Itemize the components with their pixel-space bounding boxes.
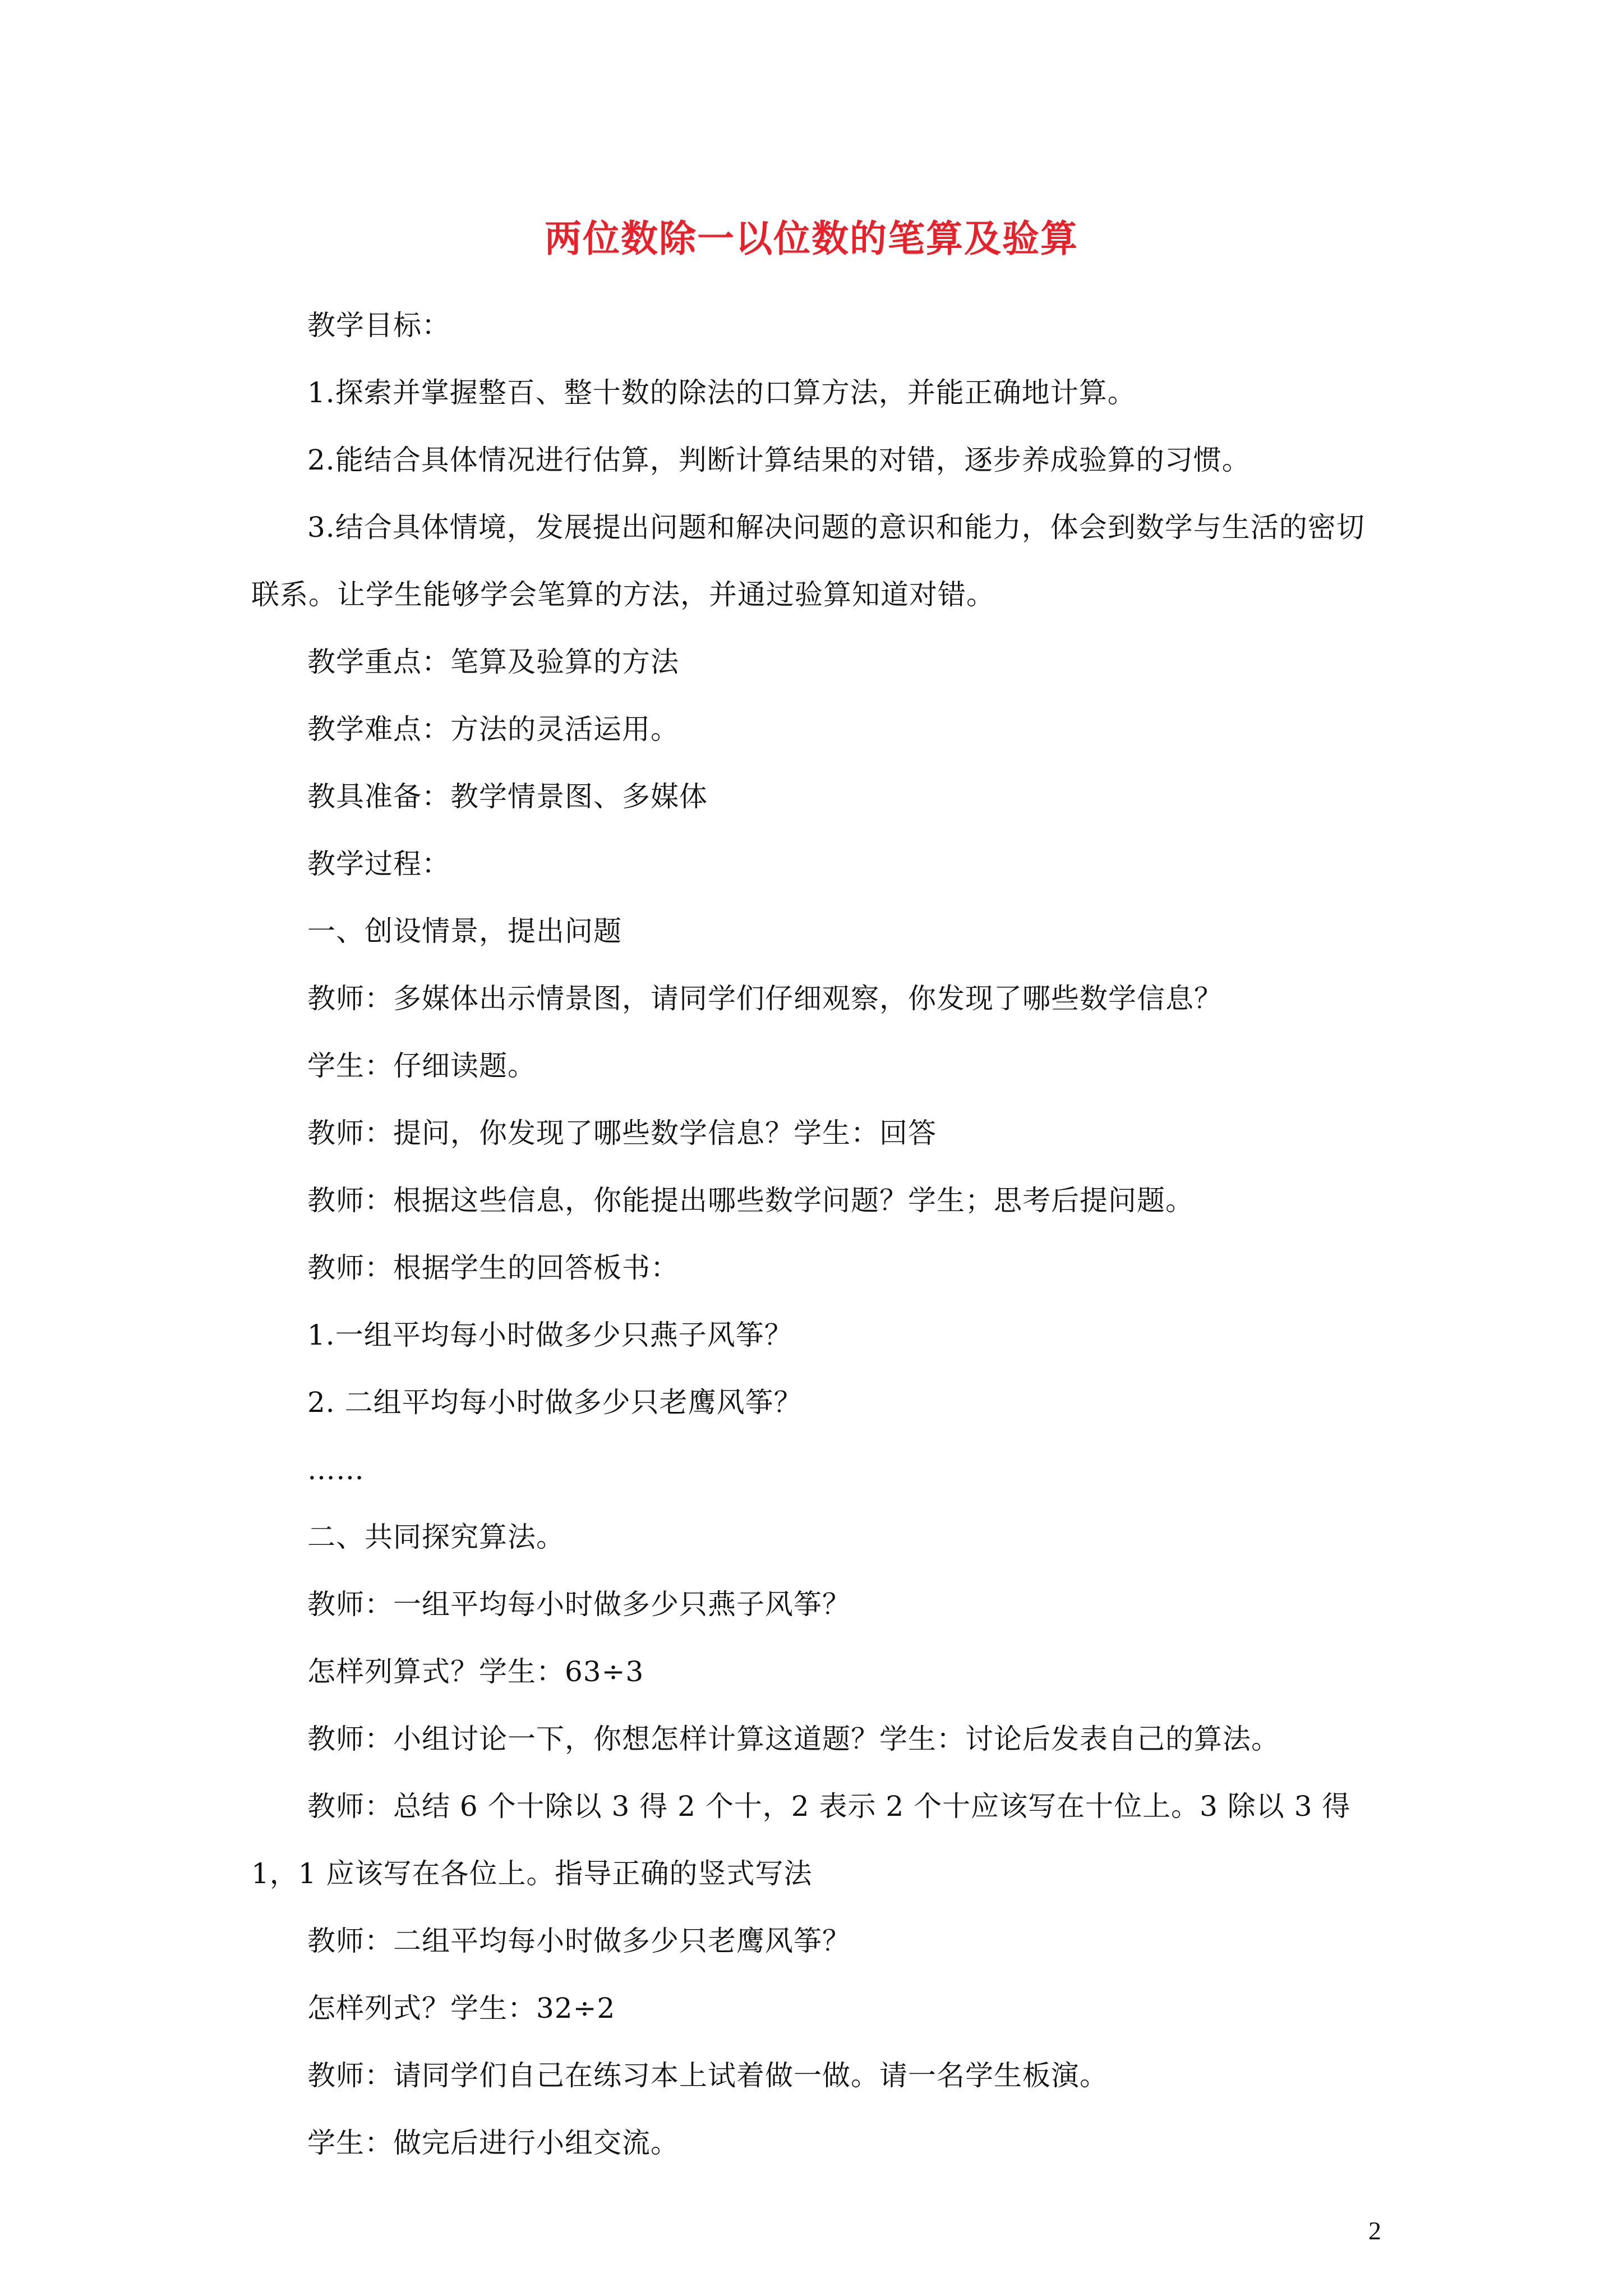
paragraph-ellipsis: ……: [307, 1453, 365, 1486]
paragraph-objective-1: 1.探索并掌握整百、整十数的除法的口算方法，并能正确地计算。: [307, 376, 1136, 409]
paragraph-teacher-6: 教师：小组讨论一下，你想怎样计算这道题？学生：讨论后发表自己的算法。: [307, 1723, 1280, 1755]
paragraph-teacher-3: 教师：根据这些信息，你能提出哪些数学问题？学生；思考后提问题。: [307, 1184, 1194, 1217]
paragraph-objective-2: 2.能结合具体情况进行估算，判断计算结果的对错，逐步养成验算的习惯。: [307, 444, 1251, 476]
paragraph-process-heading: 教学过程：: [307, 848, 450, 880]
paragraph-key-point: 教学重点：笔算及验算的方法: [307, 646, 679, 678]
document-title: 两位数除一以位数的笔算及验算: [545, 217, 1078, 260]
paragraph-teacher-summary: 教师：总结 6 个十除以 3 得 2 个十，2 表示 2 个十应该写在十位上。3 除以 3 得 1，1 应该写在各位上。指导正确的竖式写法: [251, 1790, 1351, 1890]
paragraph-objective-3: 3.结合具体情境，发展提出问题和解决问题的意识和能力，体会到数学与生活的密切联系。让学生能够学会笔算的方法，并通过验算知道对错。: [251, 511, 1365, 611]
page-number: 2: [1368, 2216, 1381, 2245]
paragraph-question-2: 2. 二组平均每小时做多少只老鹰风筝？: [307, 1386, 803, 1419]
paragraph-teacher-7: 教师：二组平均每小时做多少只老鹰风筝？: [307, 1925, 851, 1957]
paragraph-student-1: 学生：仔细读题。: [307, 1050, 536, 1082]
paragraph-objectives-heading: 教学目标：: [307, 309, 450, 342]
paragraph-materials: 教具准备：教学情景图、多媒体: [307, 780, 708, 813]
paragraph-section-2-heading: 二、共同探究算法。: [307, 1521, 565, 1553]
paragraph-section-1-heading: 一、创设情景，提出问题: [307, 915, 622, 947]
paragraph-difficulty: 教学难点：方法的灵活运用。: [307, 713, 679, 746]
paragraph-student-2: 学生：做完后进行小组交流。: [307, 2127, 679, 2159]
paragraph-teacher-4: 教师：根据学生的回答板书：: [307, 1251, 679, 1284]
paragraph-expression-2: 怎样列式？学生：32÷2: [307, 1992, 616, 2024]
paragraph-expression-1: 怎样列算式？学生：63÷3: [307, 1655, 644, 1688]
paragraph-question-1: 1.一组平均每小时做多少只燕子风筝？: [307, 1319, 793, 1351]
paragraph-teacher-8: 教师：请同学们自己在练习本上试着做一做。请一名学生板演。: [307, 2059, 1108, 2092]
paragraph-teacher-5: 教师：一组平均每小时做多少只燕子风筝？: [307, 1588, 851, 1621]
paragraph-teacher-1: 教师：多媒体出示情景图，请同学们仔细观察，你发现了哪些数学信息？: [307, 982, 1223, 1015]
paragraph-teacher-2: 教师：提问，你发现了哪些数学信息？学生：回答: [307, 1117, 937, 1149]
